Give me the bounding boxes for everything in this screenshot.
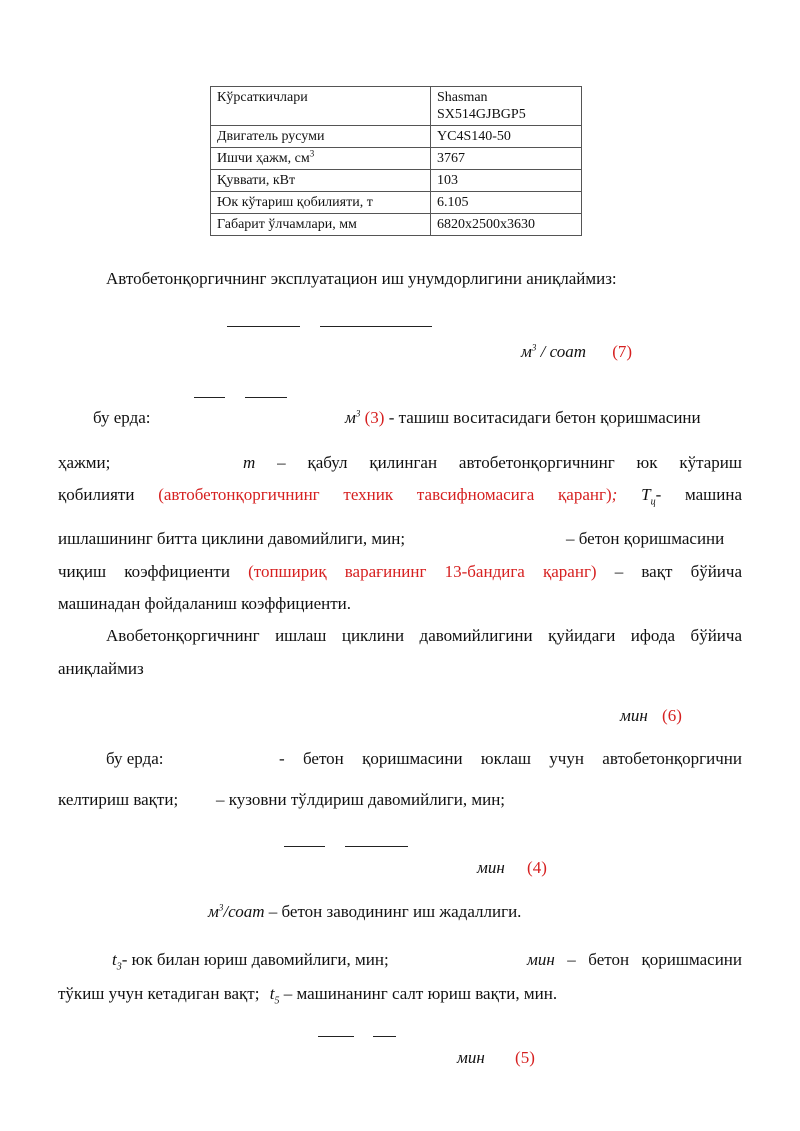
- var-t: t: [112, 950, 117, 969]
- table-row: [211, 87, 582, 126]
- superscript: 3: [531, 342, 537, 353]
- superscript: 3: [218, 902, 224, 913]
- fraction-bar: [245, 397, 287, 398]
- text: - машина: [655, 485, 743, 504]
- subscript: 3: [116, 961, 122, 973]
- table-row: [211, 214, 582, 236]
- table-cell: Қуввати, кВт: [211, 170, 431, 192]
- t3-line-2: [58, 983, 557, 1005]
- where2-l2b: – кузовни тўлдириш давомийлиги, мин;: [216, 790, 506, 809]
- fraction-bar: [373, 1036, 396, 1037]
- formula-unit: м: [521, 342, 532, 361]
- t3-line-b: [527, 949, 742, 971]
- equation-number: (6): [662, 706, 682, 725]
- table-cell: [431, 87, 582, 126]
- fraction-bar: [320, 326, 432, 327]
- text: тўкиш учун кетадиган вақт;: [58, 984, 260, 1003]
- text: – бетон заводининг иш жадаллиги.: [264, 902, 522, 921]
- table-cell: 3767: [431, 148, 582, 170]
- fraction-bar: [194, 397, 225, 398]
- fraction-bar: [318, 1036, 354, 1037]
- var-t: t: [269, 984, 275, 1003]
- formula-6: [620, 705, 682, 727]
- table-row: [211, 192, 582, 214]
- table-cell: Кўрсаткичлари: [211, 87, 431, 126]
- text: – қабул қилинган автобетонқоргичнинг юк кўтариш: [255, 453, 742, 472]
- var-T: Т: [641, 485, 651, 504]
- cycle-paragraph-1: Авобетонқоргичнинг ишлаш циклини давомийлигини қуйидаги ифода бўйича: [106, 626, 742, 645]
- t3-line-a: [112, 949, 389, 971]
- red-reference: (топшириқ варағининг 13-бандига қаранг): [248, 562, 597, 581]
- where-lead: бу ерда:: [106, 749, 164, 768]
- text: – машинанинг салт юриш вақти, мин.: [279, 984, 558, 1003]
- formula-unit: мин: [620, 706, 648, 725]
- where2-l2: келтириш вақти;: [58, 790, 179, 809]
- formula-7: [521, 341, 632, 363]
- table-cell: 6.105: [431, 192, 582, 214]
- formula-unit: мин: [477, 858, 505, 877]
- where-lead: бу ерда:: [93, 408, 151, 427]
- where1-l5: [58, 561, 742, 583]
- table-cell: 6820x2500x3630: [431, 214, 582, 236]
- where1-l4b: – бетон қоришмасини: [566, 529, 725, 548]
- fraction-bar: [227, 326, 300, 327]
- table-cell: Двигатель русуми: [211, 126, 431, 148]
- text: - юк билан юриш давомийлиги, мин;: [121, 950, 389, 969]
- table-row: [211, 170, 582, 192]
- equation-number: (5): [515, 1048, 535, 1067]
- table-cell: [211, 148, 431, 170]
- cell-line: Shasman: [437, 90, 488, 105]
- subscript: 5: [274, 995, 280, 1007]
- cycle-paragraph-2: аниқлаймиз: [58, 659, 144, 678]
- formula-4: [477, 857, 547, 879]
- unit: м: [345, 408, 356, 427]
- table-cell: Юк кўтариш қобилияти, т: [211, 192, 431, 214]
- intro-paragraph: Автобетонқоргичнинг эксплуатацион иш унумдорлигини аниқлаймиз:: [106, 269, 617, 288]
- cell-label: Ишчи ҳажм, см: [217, 151, 310, 166]
- text: чиқиш коэффициенти: [58, 562, 230, 581]
- where1-line1: [345, 407, 701, 429]
- formula-unit-rest: / соат: [536, 342, 586, 361]
- text: қобилияти: [58, 485, 135, 504]
- equation-number: (7): [612, 342, 633, 361]
- where1-l6: машинадан фойдаланиш коэффициенти.: [58, 594, 352, 613]
- unit: мин: [527, 950, 555, 969]
- fraction-bar: [345, 846, 408, 847]
- reference: (3): [364, 408, 385, 427]
- where2-rest: - бетон қоришмасини юклаш учун автобетонқоргични: [279, 749, 742, 768]
- table-row: [211, 126, 582, 148]
- note-4: [208, 901, 521, 923]
- text: - ташиш воситасидаги бетон қоришмасини: [384, 408, 701, 427]
- text: – бетон қоришмасини: [554, 950, 742, 969]
- equation-number: (4): [527, 858, 547, 877]
- fraction-bar: [284, 846, 325, 847]
- superscript: 3: [355, 408, 361, 419]
- formula-5: [457, 1047, 535, 1069]
- cell-line: SX514GJBGP5: [437, 107, 526, 122]
- where1-l4a: ишлашининг битта циклини давомийлиги, мин;: [58, 529, 406, 548]
- where1-l3: [58, 484, 742, 506]
- spec-table: [210, 86, 582, 236]
- table-row: [211, 148, 582, 170]
- superscript: 3: [309, 148, 315, 159]
- formula-unit: мин: [457, 1048, 485, 1067]
- semicolon: ;: [611, 485, 618, 504]
- where1-l2b: [243, 452, 742, 474]
- red-reference: (автобетонқоргичнинг техник тавсифномасига қаранг): [158, 485, 612, 504]
- table-cell: YC4S140-50: [431, 126, 582, 148]
- table-cell: Габарит ўлчамлари, мм: [211, 214, 431, 236]
- unit: м: [208, 902, 219, 921]
- where1-l2a: ҳажми;: [58, 453, 111, 472]
- var-m: т: [243, 453, 256, 472]
- subscript: ц: [650, 496, 656, 508]
- unit-rest: /соат: [223, 902, 265, 921]
- table-cell: 103: [431, 170, 582, 192]
- text: – вақт бўйича: [614, 562, 743, 581]
